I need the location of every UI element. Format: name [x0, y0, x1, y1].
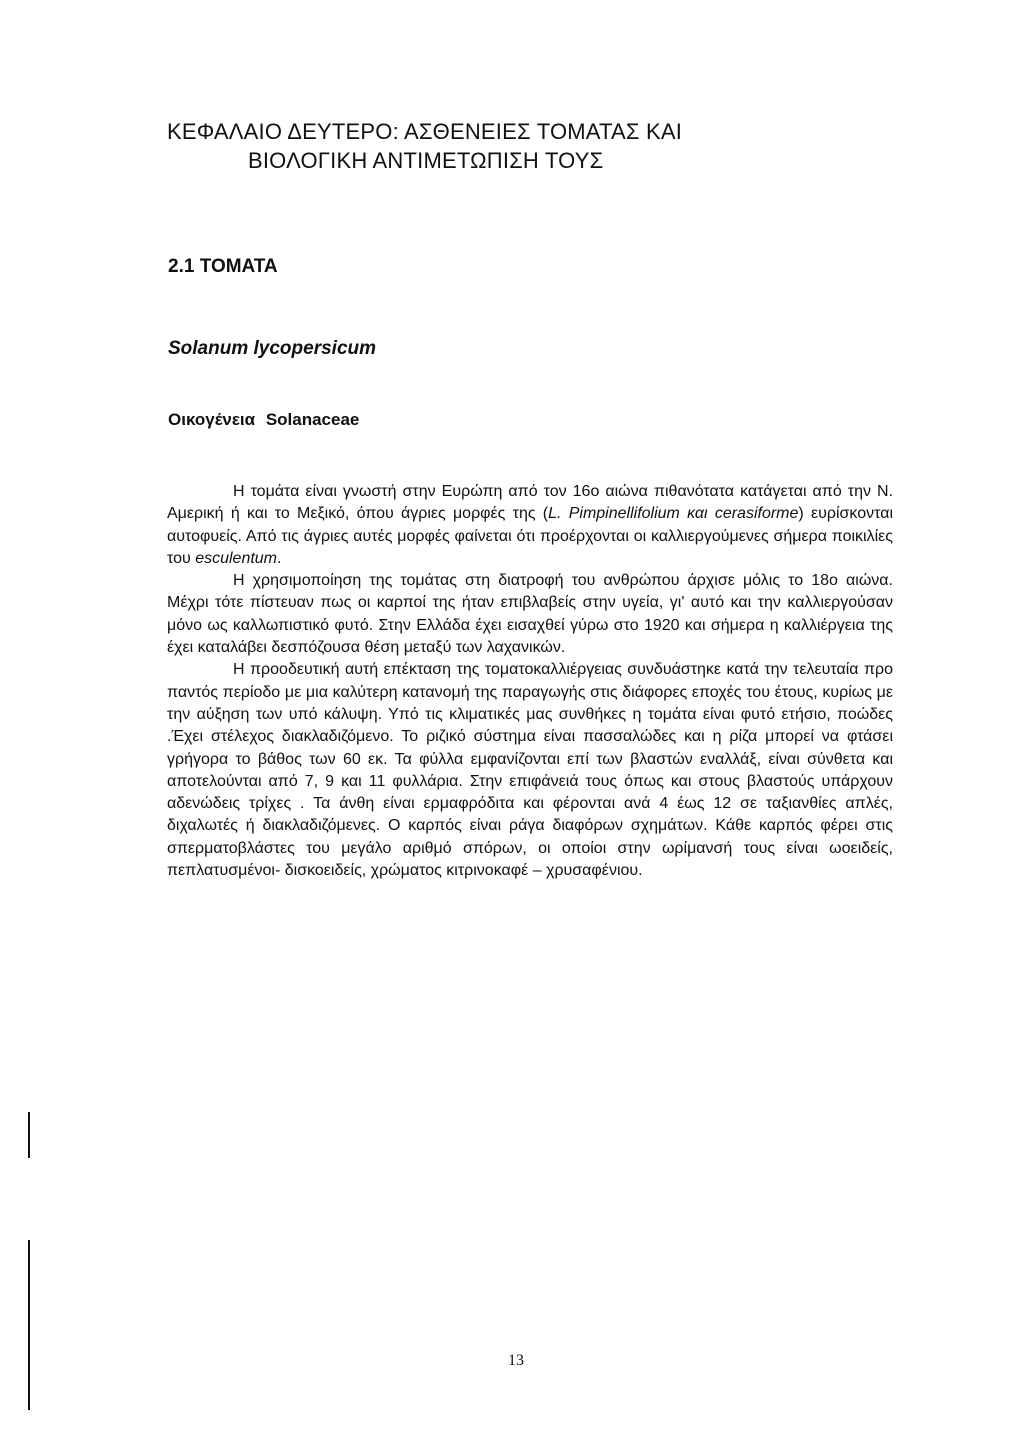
- paragraph-origin: [167, 481, 893, 570]
- paragraph-origin-text-b: ) ευρίσκονται αυτοφυείς. Από τις άγριες αυτές μορφές φαίνεται ότι προέρχονται οι καλλιεργούμενες σήμερα ποικιλίες του: [167, 505, 894, 567]
- scan-edge-mark: [28, 1112, 30, 1158]
- species-name: Solanum lycopersicum: [168, 338, 377, 359]
- paragraph-origin-text-a: Η τομάτα είναι γνωστή στην Ευρώπη από τον 16ο αιώνα πιθανότατα κατάγεται από την Ν. Αμερική ή και το Μεξικό, όπου άγριες μορφές της (: [167, 483, 893, 523]
- section-heading: 2.1 ΤΟΜΑΤΑ: [168, 256, 278, 277]
- family-value: Solanaceae: [265, 410, 360, 429]
- paragraph-botany: Η προοδευτική αυτή επέκταση της τοματοκαλλιέργειας συνδυάστηκε κατά την τελευταία προ παντός περίοδο με μια καλύτερη κατανομή της παραγωγής στις διάφορες εποχές του έτους, κυρίως με την αύξηση των υπό κάλυψη. Υπό τις κλιματικές μας συνθήκες η τομάτα είναι φυτό ετήσιο, ποώδες .Έχει στέλεχος διακλαδιζόμενο. Το ριζικό σύστημα είναι πασσαλώδες και η ρίζα μπορεί να φτάσει γρήγορα το βάθος των 60 εκ. Τα φύλλα εμφανίζονται επί των βλαστών εναλλάξ, είναι σύνθετα και αποτελούνται από 7, 9 και 11 φυλλάρια. Στην επιφάνειά τους όπως και στους βλαστούς υπάρχουν αδενώδεις τρίχες . Τα άνθη είναι ερμαφρόδιτα και φέρονται ανά 4 έως 12 σε ταξιανθίες απλές, διχαλωτές ή διακλαδιζόμενες. Ο καρπός είναι ράγα διαφόρων σχημάτων. Κάθε καρπός φέρει στις σπερματοβλάστες του μεγάλο αριθμό σπόρων, οι οποίοι στην ωρίμανσή τους είναι ωοειδείς, πεπλατυσμένοι- δισκοειδείς, χρώματος κιτρινοκαφέ – χρυσαφένιου.: [167, 661, 893, 880]
- paragraph-origin-text-c: .: [277, 549, 282, 567]
- page-number: 13: [508, 1352, 524, 1369]
- chapter-title-line-1: ΚΕΦΑΛΑΙΟ ΔΕΥΤΕΡΟ: ΑΣΘΕΝΕΙΕΣ ΤΟΜΑΤΑΣ ΚΑΙ: [167, 119, 683, 144]
- family-label: Οικογένεια: [168, 410, 256, 429]
- chapter-title: [167, 117, 867, 175]
- paragraph-origin-italic-species: L. Pimpinellifolium και cerasiforme: [548, 505, 799, 523]
- family-line: [168, 410, 359, 430]
- chapter-title-line-2: ΒΙΟΛΟΓΙΚΗ ΑΝΤΙΜΕΤΩΠΙΣΗ ΤΟΥΣ: [248, 148, 604, 173]
- paragraph-history: Η χρησιμοποίηση της τομάτας στη διατροφή του ανθρώπου άρχισε μόλις το 18ο αιώνα. Μέχρι τότε πίστευαν πως οι καρποί της ήταν επιβλαβείς στην υγεία, γι' αυτό και την καλλιεργούσαν μόνο ως καλλωπιστικό φυτό. Στην Ελλάδα έχει εισαχθεί γύρω στο 1920 και σήμερα η καλλιέργεια της έχει καταλάβει δεσπόζουσα θέση μεταξύ των λαχανικών.: [167, 572, 893, 657]
- scan-edge-mark: [28, 1240, 30, 1410]
- paragraph-origin-italic-esculentum: esculentum: [195, 549, 278, 567]
- body-text: [167, 481, 893, 882]
